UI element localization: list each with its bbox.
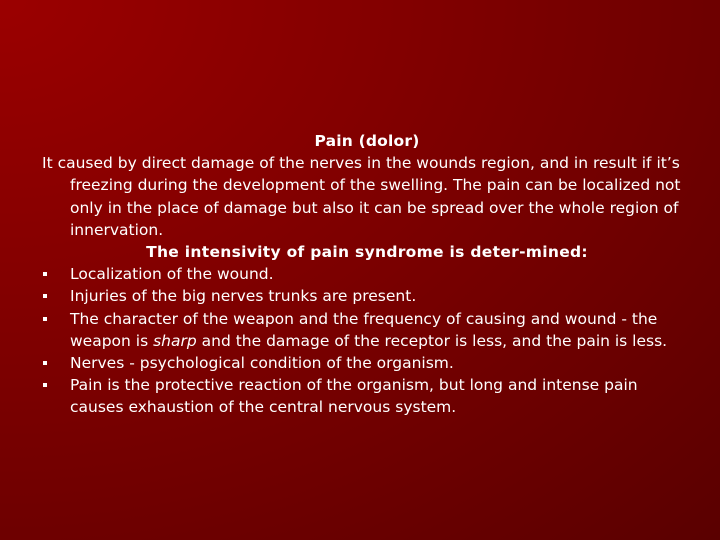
subheading: The intensivity of pain syndrome is deter-mined: [146, 243, 588, 262]
square-bullet-icon [43, 317, 47, 321]
bullet-text: Nerves - psychological condition of the organism. [70, 354, 454, 373]
square-bullet-icon [43, 383, 47, 387]
slide-title: Pain (dolor) [314, 132, 420, 150]
bullet-item [42, 308, 692, 352]
square-bullet-icon [43, 294, 47, 298]
slide-content [42, 130, 692, 419]
intro-paragraph: It caused by direct damage of the nerves in the wounds region, and in result if it’s freezing during the development of the swelling. The pain can be localized not only in the place of damage but also it can be spread over the whole region of innervation. [42, 154, 681, 239]
bullet-text: Localization of the wound. [70, 265, 274, 284]
bullet-text-after: and the damage of the receptor is less, and the pain is less. [196, 331, 668, 350]
bullet-emphasis: sharp [153, 331, 197, 350]
bullet-item [42, 263, 692, 285]
bullet-text: Pain is the protective reaction of the organism, but long and intense pain causes exhaustion of the central nervous system. [70, 376, 638, 417]
bullet-item [42, 374, 692, 418]
bullet-item [42, 285, 692, 307]
bullet-list [42, 263, 692, 418]
bullet-text: Injuries of the big nerves trunks are present. [70, 287, 417, 306]
square-bullet-icon [43, 272, 47, 276]
bullet-text-before: The character of the weapon and the frequency of causing and wound - the weapon is [70, 309, 658, 350]
bullet-item [42, 352, 692, 374]
square-bullet-icon [43, 361, 47, 365]
